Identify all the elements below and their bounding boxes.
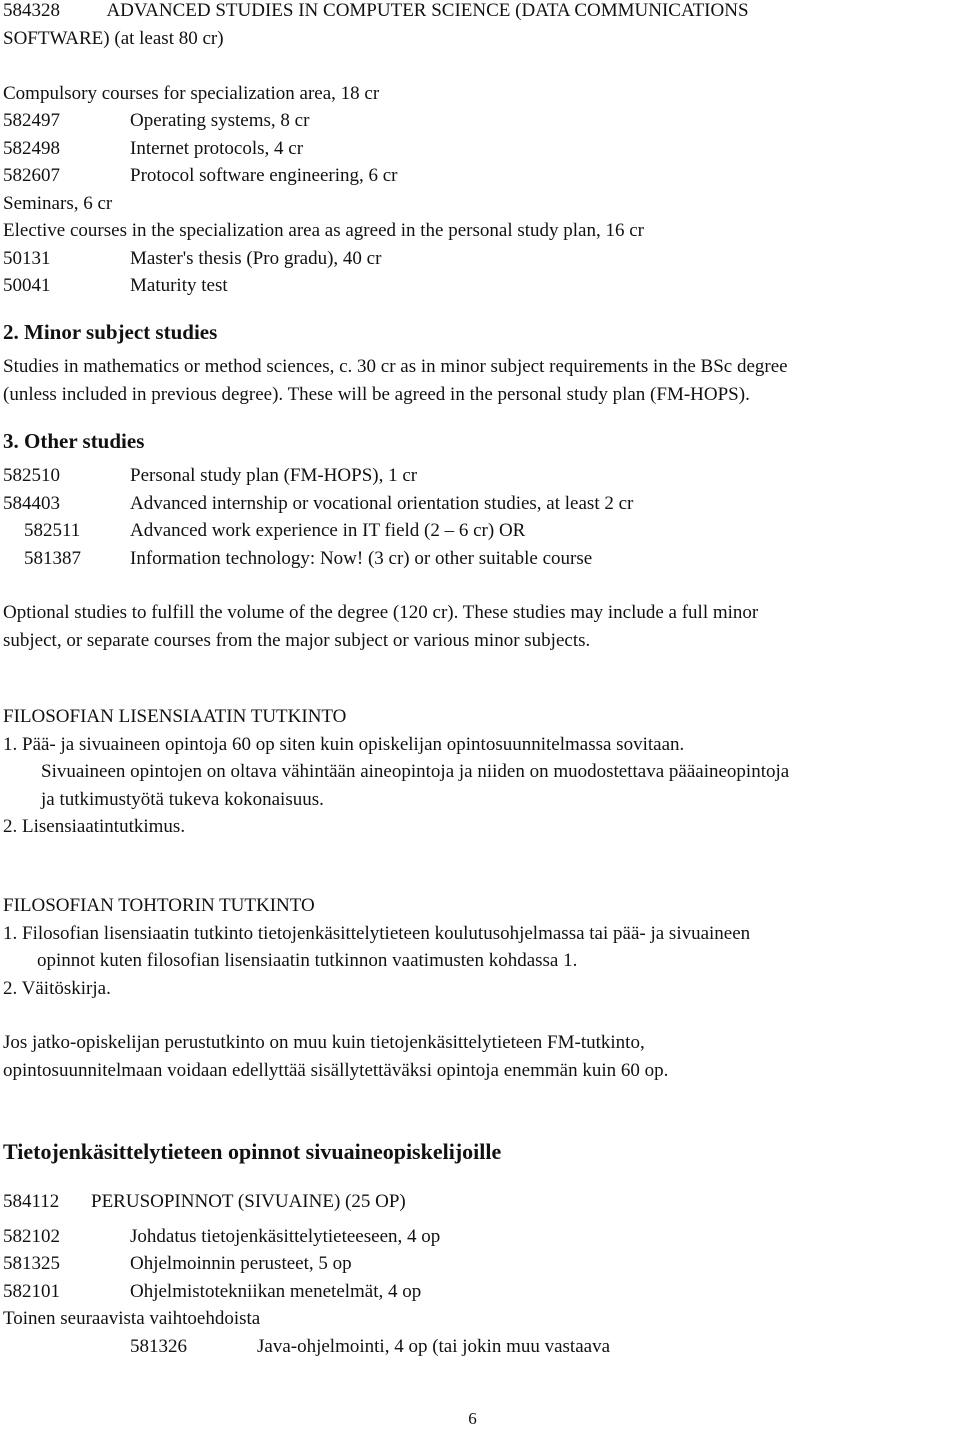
section-heading: 3. Other studies — [3, 429, 145, 453]
list-item-continuation: opinnot kuten filosofian lisensiaatin tutkinnon vaatimusten kohdassa 1. — [37, 950, 578, 971]
course-row — [3, 517, 958, 545]
list-item-line: 2. Lisensiaatintutkimus. — [3, 816, 186, 837]
course-row — [3, 462, 958, 490]
course-code: 582607 — [3, 165, 60, 186]
section-title-line-1: 584328 ADVANCED STUDIES IN COMPUTER SCIENCE (DATA COMMUNICATIONS — [3, 0, 749, 21]
subsection-row — [3, 1188, 958, 1216]
subsection-code: 584112 — [3, 1191, 60, 1212]
list-item-continuation: Sivuaineen opintojen on oltava vähintään aineopintoja ja niiden on muodostettava pääaineopintoja — [41, 761, 790, 782]
blank-line — [3, 52, 958, 80]
list-item-continuation: ja tutkimustyötä tukeva kokonaisuus. — [41, 788, 324, 810]
list-item-line: 1. Pää- ja sivuaineen opintoja 60 op siten kuin opiskelijan opintosuunnitelmassa sovitaan. — [3, 733, 685, 755]
course-name: Advanced internship or vocational orientation studies, at least 2 cr — [130, 492, 634, 514]
list-item-line: 1. Filosofian lisensiaatin tutkinto tietojenkäsittelytieteen koulutusohjelmassa tai pää- ja sivuaineen — [3, 922, 751, 944]
course-name: Java-ohjelmointi, 4 op (tai jokin muu vastaava — [257, 1335, 611, 1357]
course-code: 581326 — [130, 1335, 187, 1357]
course-row — [3, 162, 958, 190]
course-code: 582497 — [3, 110, 60, 131]
course-row — [3, 545, 958, 573]
course-name: Ohjelmoinnin perusteet, 5 op — [130, 1253, 352, 1274]
course-code: 582101 — [3, 1280, 60, 1302]
course-row — [3, 272, 958, 300]
course-row — [3, 1278, 958, 1306]
choice-line: Toinen seuraavista vaihtoehdoista — [3, 1308, 261, 1329]
minor-studies-section — [3, 317, 958, 408]
paragraph-line: opintosuunnitelmaan voidaan edellyttää sisällytettäväksi opintoja enemmän kuin 60 op. — [3, 1059, 669, 1081]
paragraph-line: Jos jatko-opiskelijan perustutkinto on muu kuin tietojenkäsittelytieteen FM-tutkinto, — [3, 1032, 645, 1053]
course-row — [3, 1333, 958, 1361]
elective-courses-line: Elective courses in the specialization area as agreed in the personal study plan, 16 cr — [3, 220, 644, 241]
course-code: 582510 — [3, 465, 60, 486]
other-studies-section — [3, 426, 958, 654]
subsection-title: PERUSOPINNOT (SIVUAINE) (25 OP) — [91, 1191, 406, 1212]
advanced-studies-section — [3, 0, 958, 300]
course-code: 584403 — [3, 492, 60, 514]
course-code: 50131 — [3, 247, 51, 269]
licentiate-section — [3, 703, 958, 841]
course-name: Advanced work experience in IT field (2 – 6 cr) OR — [130, 520, 526, 541]
section-heading: FILOSOFIAN TOHTORIN TUTKINTO — [3, 895, 315, 916]
course-name: Master's thesis (Pro gradu), 40 cr — [130, 247, 382, 269]
paragraph-line: Studies in mathematics or method sciences, c. 30 cr as in minor subject requirements in the BSc degree — [3, 356, 788, 377]
course-name: Maturity test — [130, 275, 228, 296]
course-name: Personal study plan (FM-HOPS), 1 cr — [130, 465, 418, 486]
paragraph-line: subject, or separate courses from the major subject or various minor subjects. — [3, 629, 591, 651]
section-heading: 2. Minor subject studies — [3, 320, 218, 344]
minor-students-section — [3, 1136, 958, 1360]
course-name: Ohjelmistotekniikan menetelmät, 4 op — [130, 1280, 422, 1302]
course-code: 581325 — [3, 1253, 60, 1274]
course-code: 582498 — [3, 137, 60, 159]
seminars-line: Seminars, 6 cr — [3, 192, 113, 214]
course-row — [3, 135, 958, 163]
doctorate-section — [3, 892, 958, 1084]
course-code: 50041 — [3, 275, 51, 296]
course-row — [3, 107, 958, 135]
course-code: 582511 — [24, 520, 81, 541]
course-name: Protocol software engineering, 6 cr — [130, 165, 398, 186]
course-row — [3, 245, 958, 273]
list-item-line: 2. Väitöskirja. — [3, 977, 111, 999]
compulsory-courses-label: Compulsory courses for specialization area, 18 cr — [3, 82, 380, 104]
paragraph-line: Optional studies to fulfill the volume of the degree (120 cr). These studies may include a full minor — [3, 602, 759, 623]
course-row — [3, 490, 958, 518]
page-number: 6 — [468, 1409, 477, 1428]
paragraph-line: (unless included in previous degree). These will be agreed in the personal study plan (FM-HOPS). — [3, 383, 750, 405]
section-title-line-2: SOFTWARE) (at least 80 cr) — [3, 27, 224, 49]
section-heading: Tietojenkäsittelytieteen opinnot sivuaineopiskelijoille — [3, 1139, 502, 1164]
course-name: Operating systems, 8 cr — [130, 110, 310, 131]
course-code: 582102 — [3, 1225, 60, 1247]
course-code: 581387 — [24, 547, 81, 569]
course-name: Information technology: Now! (3 cr) or other suitable course — [130, 547, 593, 569]
section-heading: FILOSOFIAN LISENSIAATIN TUTKINTO — [3, 706, 347, 727]
course-name: Internet protocols, 4 cr — [130, 137, 304, 159]
course-row — [3, 1250, 958, 1278]
course-row — [3, 1223, 958, 1251]
course-name: Johdatus tietojenkäsittelytieteeseen, 4 op — [130, 1225, 441, 1247]
